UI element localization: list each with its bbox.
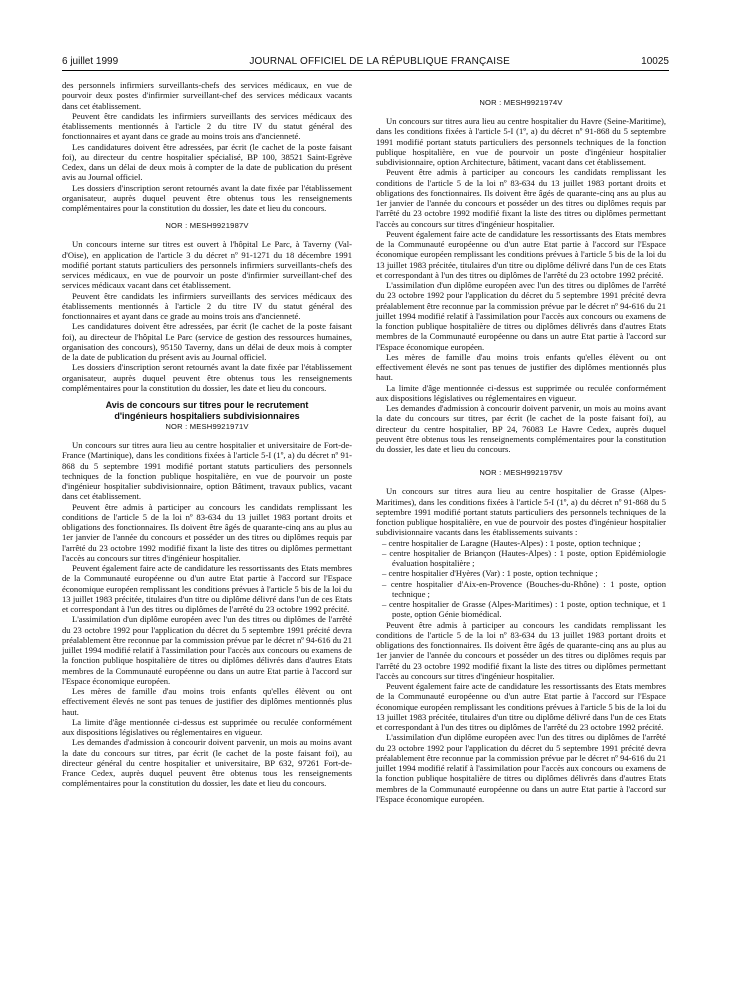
right-column (376, 80, 666, 804)
left-column (62, 80, 352, 789)
paragraph: Les dossiers d'inscription seront retournés avant la date fixée par l'établissement organisateur, auprès duquel peuvent être obtenus tous les renseignements complémentaires pour la constitution du dossier, les date et lieu du concours. (62, 182, 352, 213)
paragraph: Peuvent également faire acte de candidature les ressortissants des Etats membres de la Communauté européenne ou d'un autre Etat partie à l'accord sur l'Espace économique européen remplissant les conditions prévues à l'article 5 bis de la loi du 13 juillet 1983 précitée, titulaires d'un titre ou diplôme délivré dans l'un de ces Etats et correspondant à l'un des titres ou diplômes de l'arrêté du 23 octobre 1992 précité. (376, 681, 666, 732)
paragraph: Peuvent être candidats les infirmiers surveillants des services médicaux des établissements mentionnés à l'article 2 du titre IV du statut général des fonctionnaires et ayant dans ce grade au moins trois ans d'ancienneté. (62, 290, 352, 321)
section-title-line: d'ingénieurs hospitaliers subdivisionnaires (114, 410, 300, 421)
paragraph: L'assimilation d'un diplôme européen avec l'un des titres ou diplômes de l'arrêté du 23 octobre 1992 pour l'application du décret du 5 septembre 1991 précité devra préalablement être reconnue par la commission prévue par le décret nº 94-616 du 21 juillet 1994 modifié relatif à l'assimilation pour l'accès aux concours ou examens de la fonction publique hospitalière de titres ou diplômes délivrés dans d'autres Etats membres de la Communauté européenne ou dans un autre Etat partie à l'accord sur l'Espace économique européen. (376, 280, 666, 352)
paragraph: Un concours sur titres aura lieu au centre hospitalier et universitaire de Fort-de-France (Martinique), dans les conditions fixées à l'article 5-I (1º, a) du décret nº 91-868 du 5 septembre 1991 modifié portant statuts particuliers des personnels techniques de la fonction publique hospitalière, en vue de pourvoir un poste d'ingénieur hospitalier subdivisionnaire, option Bâtiment, travaux publics, vacant dans cet établissement. (62, 440, 352, 502)
section-title-line: Avis de concours sur titres pour le recrutement (105, 400, 309, 410)
paragraph: Les demandes d'admission à concourir doivent parvenir, un mois au moins avant la date du concours sur titres, par écrit (le cachet de la poste faisant foi), au directeur général du centre hospitalier et universitaire, BP 632, 97261 Fort-de-France Cedex, auprès duquel peuvent être obtenus tous les renseignements complémentaires pour la constitution du dossier, les date et lieu du concours. (62, 737, 352, 789)
paragraph: Un concours interne sur titres est ouvert à l'hôpital Le Parc, à Taverny (Val-d'Oise), en application de l'article 3 du décret nº 91-1271 du 18 décembre 1991 modifié portant statuts particuliers des personnels infirmiers surveillants-chefs des services médicaux, en vue de pourvoir un poste d'infirmier surveillant-chef des services médicaux vacant dans cet établissement. (62, 239, 352, 291)
paragraph: Les mères de famille d'au moins trois enfants qu'elles élèvent ou ont effectivement élevés ne sont pas tenues de justifier des diplômes mentionnés plus haut. (62, 686, 352, 717)
paragraph: Un concours sur titres aura lieu au centre hospitalier de Grasse (Alpes-Maritimes), dans les conditions fixées à l'article 5-I (1º, a) du décret nº 91-868 du 5 septembre 1991 modifié portant statuts particuliers des personnels techniques de la fonction publique hospitalière, en vue de pourvoir des postes d'ingénieur hospitalier subdivisionnaire vacants dans les établissements suivants : (376, 486, 666, 538)
nor-reference: NOR : MESH9921975V (479, 468, 563, 478)
list-item: – centre hospitalier de Laragne (Hautes-Alpes) : 1 poste, option technique ; (376, 538, 666, 548)
list-item: – centre hospitalier de Briançon (Hautes-Alpes) : 1 poste, option Epidémiologie évaluation hospitalière ; (376, 548, 666, 569)
paragraph: Peuvent également faire acte de candidature les ressortissants des Etats membres de la Communauté européenne ou d'un autre Etat partie à l'accord sur l'Espace économique européen remplissant les conditions prévues à l'article 5 bis de la loi du 13 juillet 1983 précitée, titulaires d'un titre ou diplôme délivré dans l'un de ces Etats et correspondant à l'un des titres ou diplômes de l'arrêté du 23 octobre 1992 précité. (62, 563, 352, 614)
paragraph: La limite d'âge mentionnée ci-dessus est supprimée ou reculée conformément aux dispositions législatives ou réglementaires en vigueur. (376, 382, 666, 403)
list-item: – centre hospitalier de Grasse (Alpes-Maritimes) : 1 poste, option technique, et 1 poste, option Génie biomédical. (376, 599, 666, 620)
paragraph: Les candidatures doivent être adressées, par écrit (le cachet de la poste faisant foi), au directeur du centre hospitalier spécialisé, BP 100, 38521 Saint-Egrève Cedex, dans un délai de deux mois à compter de la date de publication du présent avis au Journal officiel. (62, 141, 352, 183)
paragraph: Les demandes d'admission à concourir doivent parvenir, un mois au moins avant la date du concours sur titres, par écrit (le cachet de la poste faisant foi), au directeur du centre hospitalier, BP 24, 76083 Le Havre Cedex, auprès duquel peuvent être obtenus tous les renseignements complémentaires pour la constitution du dossier, les date et lieu du concours. (376, 403, 666, 454)
paragraph: L'assimilation d'un diplôme européen avec l'un des titres ou diplômes de l'arrêté du 23 octobre 1992 pour l'application du décret du 5 septembre 1991 précité devra préalablement être reconnue par la commission prévue par le décret nº 94-616 du 21 juillet 1994 modifié relatif à l'assimilation pour l'accès aux concours ou examens de la fonction publique hospitalière de titres ou diplômes délivrés dans d'autres Etats membres de la Communauté européenne ou dans un autre Etat partie à l'accord sur l'Espace économique européen. (376, 732, 666, 804)
paragraph: Peuvent être admis à participer au concours les candidats remplissant les conditions de l'article 5 de la loi nº 83-634 du 13 juillet 1983 portant droits et obligations des fonctionnaires. Ils doivent être âgés de quarante-cinq ans au plus au 1er janvier de l'année du concours et posséder un des titres ou diplômes requis par l'arrêté du 23 octobre 1992 modifié fixant la liste des titres ou diplômes permettant l'accès au concours sur titres d'ingénieur hospitalier. (376, 167, 666, 229)
nor-reference: NOR : MESH9921987V (165, 221, 249, 231)
header-date: 6 juillet 1999 (62, 55, 119, 67)
page-number: 10025 (641, 55, 669, 67)
paragraph: Peuvent être admis à participer au concours les candidats remplissant les conditions de l'article 5 de la loi nº 83-634 du 13 juillet 1983 portant droits et obligations des fonctionnaires. Ils doivent être âgés de quarante-cinq ans au plus au 1er janvier de l'année du concours et posséder un des titres ou diplômes requis par l'arrêté du 23 octobre 1992 modifié fixant la liste des titres ou diplômes permettant l'accès au concours sur titres d'ingénieur hospitalier. (62, 501, 352, 563)
paragraph: Les mères de famille d'au moins trois enfants qu'elles élèvent ou ont effectivement élevés ne sont pas tenues de justifier des diplômes mentionnés plus haut. (376, 351, 666, 383)
section-title (62, 400, 352, 421)
paragraph: L'assimilation d'un diplôme européen avec l'un des titres ou diplômes de l'arrêté du 23 octobre 1992 pour l'application du décret du 5 septembre 1991 précité devra préalablement être reconnue par la commission prévue par le décret nº 94-616 du 21 juillet 1994 modifié relatif à l'assimilation pour l'accès aux concours ou examens de la fonction publique hospitalière de titres ou diplômes délivrés dans d'autres Etats membres de la Communauté européenne ou dans un autre Etat partie à l'accord sur l'Espace économique européen. (62, 614, 352, 686)
paragraph: Peuvent également faire acte de candidature les ressortissants des Etats membres de la Communauté européenne ou d'un autre Etat partie à l'accord sur l'Espace économique européen remplissant les conditions prévues à l'article 5 bis de la loi du 13 juillet 1983 précitée, titulaires d'un titre ou diplôme délivré dans l'un de ces Etats et correspondant à l'un des titres ou diplômes de l'arrêté du 23 octobre 1992 précité. (376, 228, 666, 280)
nor-reference: NOR : MESH9921971V (165, 422, 249, 431)
journal-title: JOURNAL OFFICIEL DE LA RÉPUBLIQUE FRANÇAISE (249, 55, 511, 67)
establishment-list (376, 538, 666, 620)
header-rule (62, 70, 669, 71)
list-item: – centre hospitalier d'Aix-en-Provence (Bouches-du-Rhône) : 1 poste, option technique ; (376, 579, 666, 600)
paragraph: Peuvent être admis à participer au concours les candidats remplissant les conditions de l'article 5 de la loi nº 83-634 du 13 juillet 1983 portant droits et obligations des fonctionnaires. Ils doivent être âgés de quarante-cinq ans au plus au 1er janvier de l'année du concours et posséder un des titres ou diplômes requis par l'arrêté du 23 octobre 1992 modifié fixant la liste des titres ou diplômes permettant l'accès au concours sur titres d'ingénieur hospitalier. (376, 619, 666, 681)
list-item: – centre hospitalier d'Hyères (Var) : 1 poste, option technique ; (376, 568, 666, 578)
paragraph: Les candidatures doivent être adressées, par écrit (le cachet de la poste faisant foi), au directeur de l'hôpital Le Parc (service de gestion des ressources humaines, organisation des concours), 95150 Taverny, dans un délai de deux mois à compter de la date de publication du présent avis au Journal officiel. (62, 321, 352, 362)
page-header (62, 54, 669, 68)
paragraph: Les dossiers d'inscription seront retournés avant la date fixée par l'établissement organisateur, auprès duquel peuvent être obtenus tous les renseignements complémentaires pour la constitution du dossier, les date et lieu du concours. (62, 362, 352, 393)
nor-reference: NOR : MESH9921974V (479, 98, 563, 107)
paragraph: des personnels infirmiers surveillants-chefs des services médicaux, en vue de pourvoir deux postes d'infirmier surveillant-chef des services médicaux vacants dans cet établissement. (62, 80, 352, 111)
paragraph: La limite d'âge mentionnée ci-dessus est supprimée ou reculée conformément aux dispositions législatives ou réglementaires en vigueur. (62, 716, 352, 737)
paragraph: Un concours sur titres aura lieu au centre hospitalier du Havre (Seine-Maritime), dans les conditions fixées à l'article 5-I (1º, a) du décret nº 91-868 du 5 septembre 1991 modifié portant statuts particuliers des personnels techniques de la fonction publique hospitalière, en vue de pourvoir un poste d'ingénieur hospitalier subdivisionnaire, option Architecture, bâtiment, vacant dans cet établissement. (376, 116, 666, 167)
paragraph: Peuvent être candidats les infirmiers surveillants des services médicaux des établissements mentionnés à l'article 2 du titre IV du statut général des fonctionnaires et ayant dans ce grade au moins trois ans d'ancienneté. (62, 110, 352, 142)
